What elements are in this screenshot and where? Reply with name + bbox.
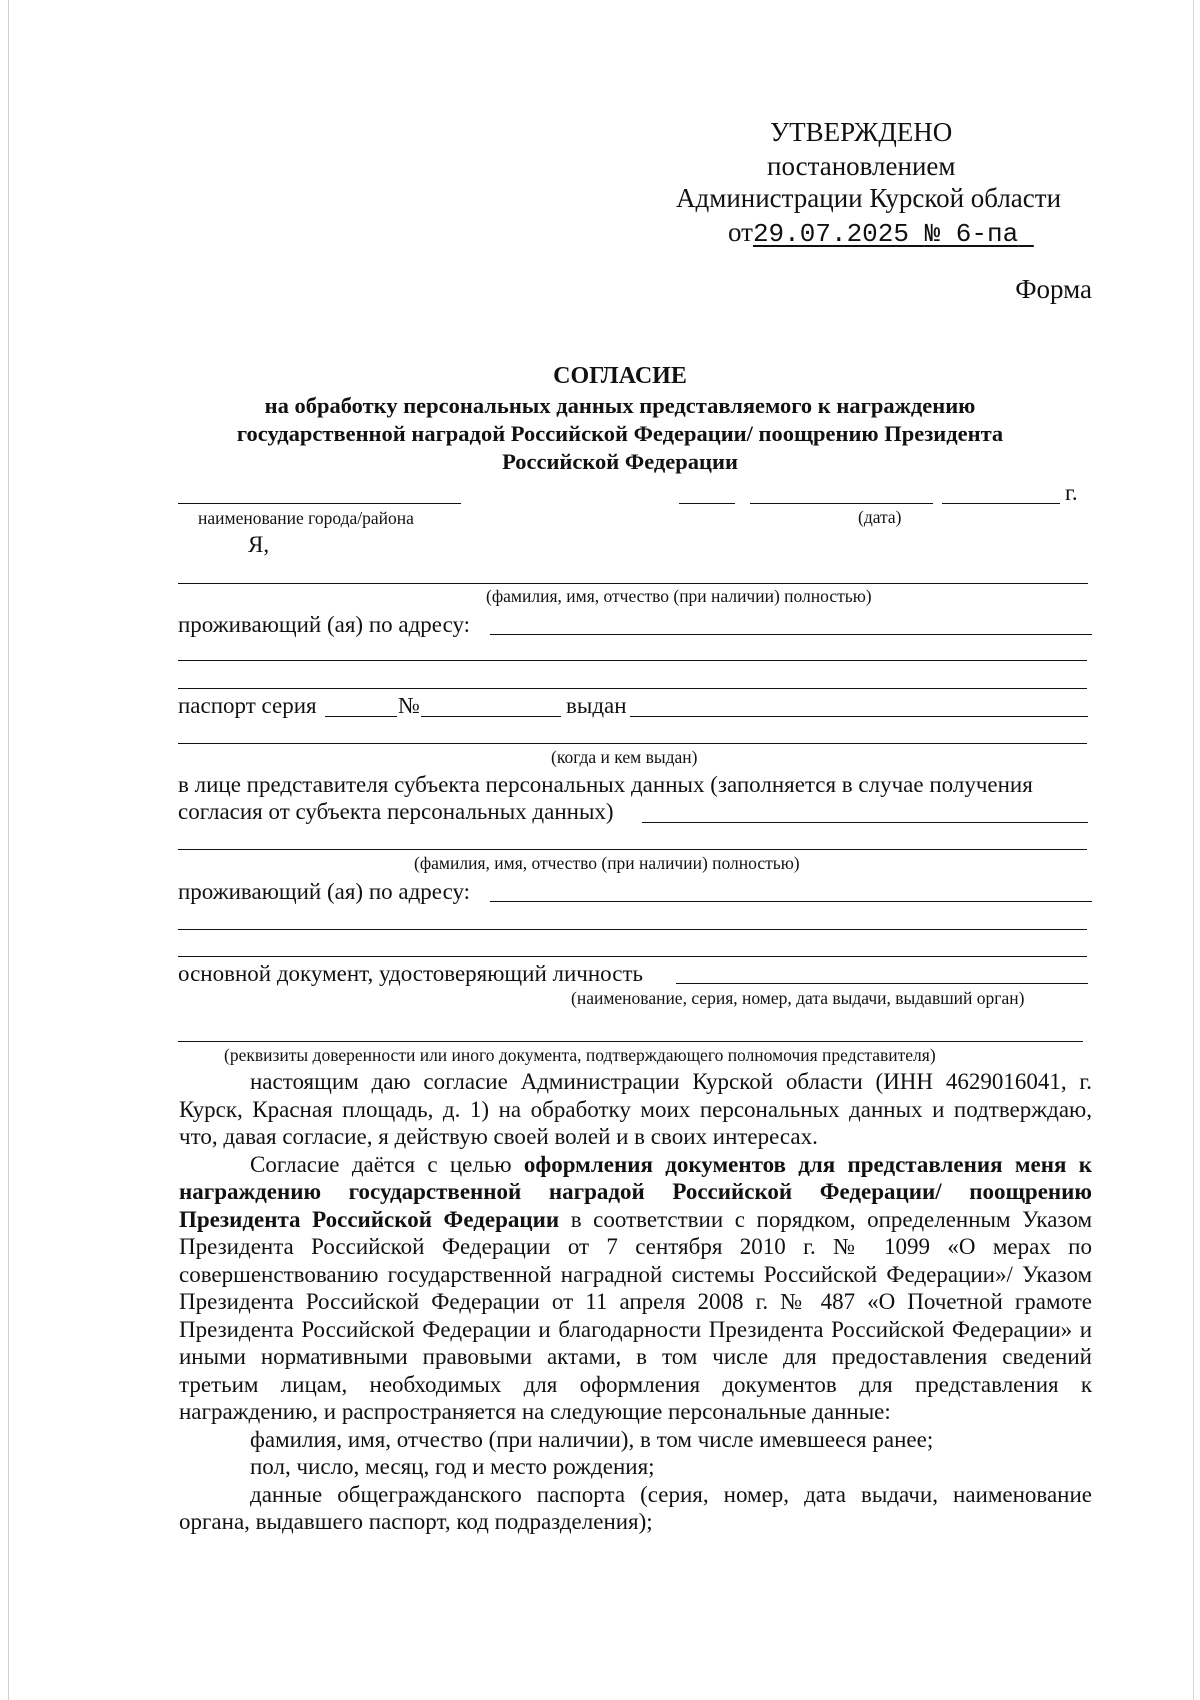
- approval-line-2: постановлением: [767, 151, 956, 181]
- issued-field-line[interactable]: [630, 716, 1088, 717]
- issued-label: выдан: [566, 693, 627, 718]
- title-main: СОГЛАСИЕ: [553, 363, 687, 389]
- year-suffix: г.: [1065, 480, 1078, 505]
- rep-fio-caption: (фамилия, имя, отчество (при наличии) полностью): [414, 853, 800, 873]
- consent-body: [179, 1068, 1092, 1536]
- approval-line-3: Администрации Курской области: [676, 183, 1062, 213]
- approval-date: 29.07.2025: [752, 219, 909, 249]
- address-field-line-2[interactable]: [178, 660, 1087, 661]
- address-label: проживающий (ая) по адресу:: [178, 612, 471, 637]
- representative-field-line[interactable]: [642, 822, 1088, 823]
- purpose-intro: Согласие даётся с целью: [250, 1151, 524, 1177]
- form-label: Форма: [1015, 274, 1092, 304]
- approval-date-line: [728, 216, 1034, 250]
- issued-field-line-2[interactable]: [178, 743, 1087, 744]
- date-caption: (дата): [858, 507, 902, 527]
- proxy-field-line[interactable]: [178, 1041, 1083, 1042]
- date-prefix: от: [728, 217, 753, 247]
- data-item-2: пол, число, месяц, год и место рождения;: [250, 1454, 655, 1479]
- main-doc-field-line[interactable]: [676, 983, 1088, 984]
- i-label: Я,: [248, 532, 270, 557]
- address-field-line-3[interactable]: [178, 688, 1087, 689]
- data-item-3: данные общегражданского паспорта (серия, номер, дата выдачи, наименование органа, выдавшего паспорт, код подразделения);: [179, 1481, 1092, 1534]
- rep-address-field-line-3[interactable]: [178, 956, 1087, 957]
- title-line-1: на обработку персональных данных представляемого к награждению: [264, 393, 976, 418]
- issued-caption: (когда и кем выдан): [551, 747, 698, 767]
- address-field-line[interactable]: [490, 634, 1092, 635]
- city-field-line[interactable]: [178, 503, 461, 504]
- data-item-1: фамилия, имя, отчество (при наличии), в том числе имевшееся ранее;: [250, 1426, 934, 1452]
- representative-line-1: в лице представителя субъекта персональных данных (заполняется в случае получения: [178, 772, 1033, 797]
- main-doc-label: основной документ, удостоверяющий личность: [178, 961, 643, 986]
- date-year-line[interactable]: [942, 503, 1060, 504]
- title-line-2: государственной наградой Российской Федерации/ поощрению Президента: [236, 421, 1004, 446]
- passport-series-label: паспорт серия: [178, 693, 317, 718]
- document-title: [160, 362, 1080, 476]
- purpose-bold: оформления документов для представления меня к награждению государственной наградой Российской Федерации/ поощрению Президента Российской Федерации: [179, 1151, 1092, 1232]
- passport-number-field[interactable]: [421, 716, 561, 717]
- city-caption: наименование города/района: [198, 508, 414, 528]
- approval-heading: УТВЕРЖДЕНО: [770, 117, 953, 147]
- date-day-line[interactable]: [679, 503, 735, 504]
- title-line-3: Российской Федерации: [502, 449, 738, 474]
- consent-paragraph-1: настоящим даю согласие Администрации Курской области (ИНН 4629016041, г. Курск, Красная площадь, д. 1) на обработку моих персональных данных и подтверждаю, что, давая согласие, я действую своей волей и в своих интересах.: [179, 1069, 1092, 1149]
- rep-address-field-line[interactable]: [490, 901, 1092, 902]
- main-doc-caption: (наименование, серия, номер, дата выдачи, выдавший орган): [571, 988, 1025, 1008]
- date-month-line[interactable]: [750, 503, 933, 504]
- representative-line-2: согласия от субъекта персональных данных): [178, 799, 614, 824]
- approval-number: № 6-па: [924, 219, 1019, 249]
- consent-paragraph-2: [179, 1151, 1092, 1426]
- rep-fio-field-line[interactable]: [178, 849, 1087, 850]
- purpose-rest: в соответствии с порядком, определенным Указом Президента Российской Федерации от 7 сентября 2010 г. № 1099 «О мерах по совершенствованию государственной наградной системы Российской Федерации»/ Указом Президента Российской Федерации от 11 апреля 2008 г. № 487 «О Почетной грамоте Президента Российской Федерации и благодарности Президента Российской Федерации» и иными нормативными правовыми актами, в том числе для предоставления сведений третьим лицам, необходимых для оформления документов для представления к награждению, и распространяется на следующие персональные данные:: [179, 1206, 1093, 1424]
- rep-address-label: проживающий (ая) по адресу:: [178, 879, 471, 904]
- passport-number-label: №: [398, 693, 420, 718]
- proxy-caption: (реквизиты доверенности или иного документа, подтверждающего полномочия представителя): [224, 1045, 936, 1065]
- fio-caption: (фамилия, имя, отчество (при наличии) полностью): [486, 586, 872, 606]
- fio-field-line[interactable]: [178, 583, 1088, 584]
- rep-address-field-line-2[interactable]: [178, 929, 1087, 930]
- passport-series-field[interactable]: [325, 716, 397, 717]
